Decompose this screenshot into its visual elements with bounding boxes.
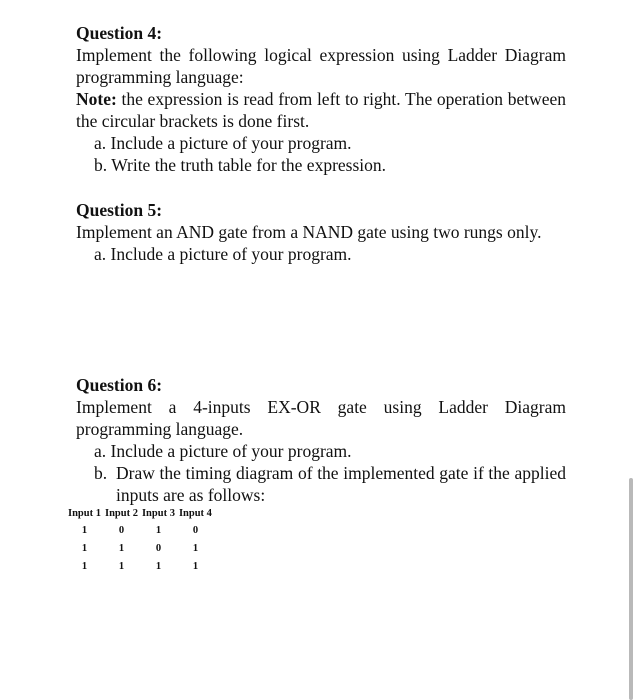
note-label: Note: [76, 89, 117, 109]
question-4-note [76, 88, 566, 132]
table-cell: 1 [81, 561, 88, 572]
item-mark: a. [94, 244, 107, 264]
table-row [66, 522, 214, 540]
question-5-item-a [76, 243, 566, 265]
table-row [66, 558, 214, 576]
table-cell: 0 [118, 525, 125, 536]
question-6-title: Question 6: [76, 375, 163, 395]
item-mark: b. [94, 463, 108, 483]
item-text: Include a picture of your program. [110, 244, 352, 264]
column-header: Input 3 [141, 508, 175, 519]
question-4-section [76, 22, 566, 176]
item-mark: b. [94, 155, 108, 175]
item-text: Draw the timing diagram of the implemented gate if the applied inputs are as follows: [116, 463, 566, 505]
column-header: Input 2 [104, 508, 138, 519]
question-6-item-a [76, 440, 566, 462]
question-4-item-a [76, 132, 566, 154]
table-cell: 1 [155, 525, 162, 536]
question-6-section [76, 374, 566, 506]
table-cell: 1 [81, 525, 88, 536]
table-cell: 1 [155, 561, 162, 572]
question-4-intro: Implement the following logical expression using Ladder Diagram programming language: [76, 45, 566, 87]
table-header-row [66, 507, 214, 522]
table-cell: 1 [192, 561, 199, 572]
column-header: Input 4 [178, 508, 212, 519]
question-5-title: Question 5: [76, 200, 163, 220]
question-5-section [76, 199, 566, 265]
inputs-table [66, 507, 214, 576]
column-header: Input 1 [68, 508, 101, 519]
question-4-item-b [76, 154, 566, 176]
table-cell: 1 [192, 543, 199, 554]
item-text: Write the truth table for the expression. [111, 155, 387, 175]
question-6-intro: Implement a 4-inputs EX-OR gate using Ladder Diagram programming language. [76, 397, 566, 439]
table-row [66, 540, 214, 558]
question-4-title: Question 4: [76, 23, 163, 43]
table-cell: 1 [118, 543, 125, 554]
vertical-scrollbar[interactable] [629, 478, 633, 700]
item-mark: a. [94, 133, 107, 153]
item-mark: a. [94, 441, 107, 461]
note-text: the expression is read from left to right. The operation between the circular brackets is done first. [76, 89, 566, 131]
item-text: Include a picture of your program. [110, 441, 352, 461]
question-6-item-b [76, 462, 566, 506]
question-5-intro: Implement an AND gate from a NAND gate using two rungs only. [76, 222, 542, 242]
table-cell: 1 [118, 561, 125, 572]
table-cell: 1 [81, 543, 88, 554]
table-cell: 0 [155, 543, 162, 554]
item-text: Include a picture of your program. [110, 133, 352, 153]
table-cell: 0 [192, 525, 199, 536]
